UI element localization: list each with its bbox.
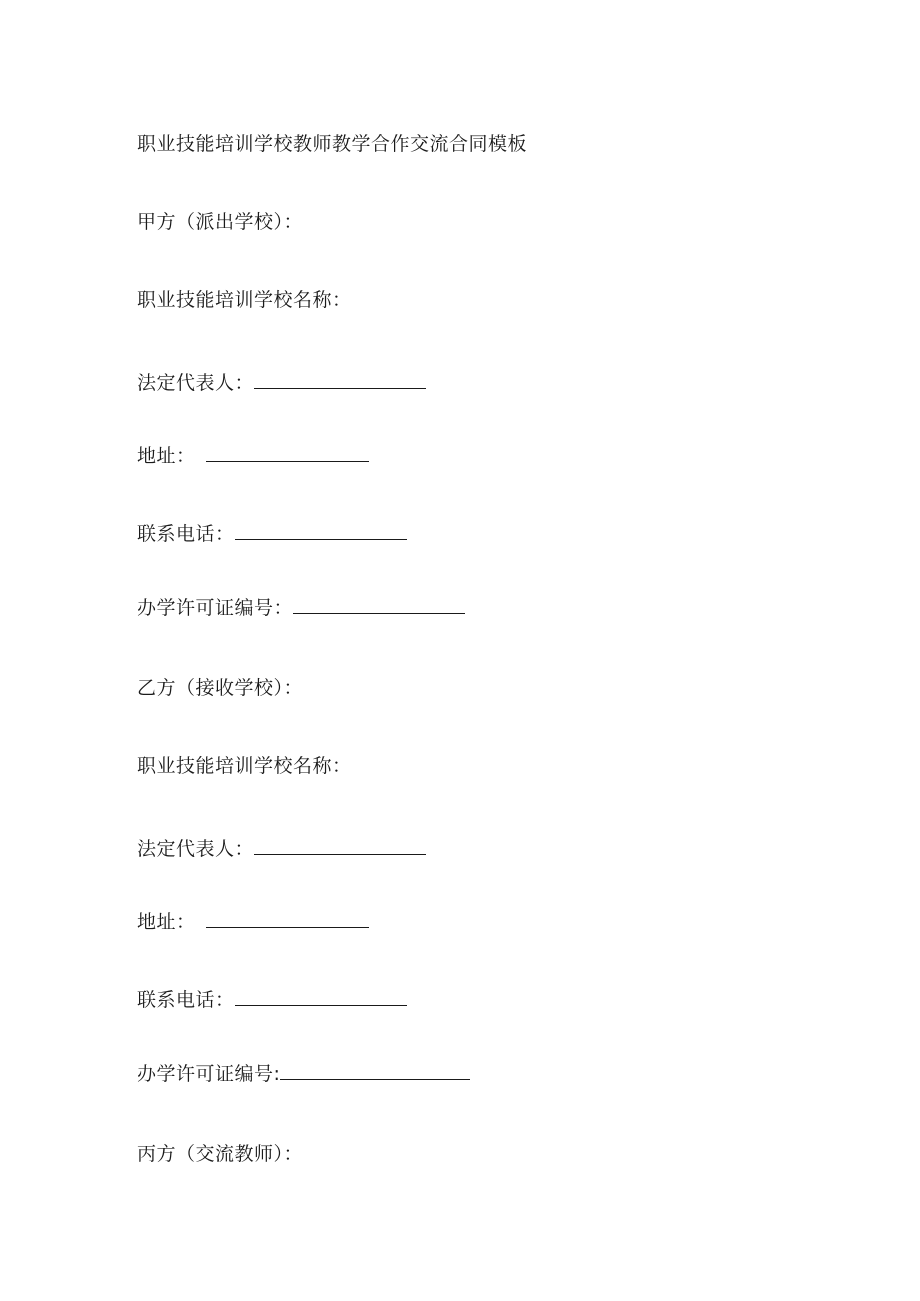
title-text: 职业技能培训学校教师教学合作交流合同模板 (137, 133, 528, 155)
party-b-address-label: 地址： (137, 911, 196, 933)
party-a-legal-rep (137, 369, 426, 396)
party-b-address-blank[interactable] (206, 908, 369, 928)
party-a-heading-text: 甲方（派出学校）： (137, 211, 304, 233)
party-b-school-name-label: 职业技能培训学校名称： (137, 755, 352, 777)
party-b-phone-blank[interactable] (235, 986, 407, 1006)
party-a-address-label: 地址： (137, 445, 196, 467)
party-a-school-name (137, 287, 352, 313)
party-b-heading-text: 乙方（接收学校）： (137, 677, 304, 699)
party-a-heading (137, 209, 303, 235)
party-a-license (137, 594, 465, 621)
party-a-legal-rep-label: 法定代表人： (137, 372, 255, 394)
party-b-legal-rep-blank[interactable] (254, 835, 426, 855)
party-b-address (137, 908, 369, 935)
party-b-school-name (137, 753, 352, 779)
party-c-heading-text: 丙方（交流教师）： (137, 1143, 304, 1165)
party-c-heading (137, 1141, 303, 1167)
party-a-license-label: 办学许可证编号： (137, 597, 294, 619)
party-b-heading (137, 675, 303, 701)
party-a-address-blank[interactable] (206, 442, 369, 462)
document-title (137, 131, 527, 157)
party-a-phone (137, 520, 407, 547)
party-b-license (137, 1060, 470, 1087)
party-b-legal-rep (137, 835, 426, 862)
party-a-school-name-label: 职业技能培训学校名称： (137, 289, 352, 311)
party-b-license-blank[interactable] (280, 1060, 470, 1080)
party-a-phone-blank[interactable] (235, 520, 407, 540)
party-b-license-label: 办学许可证编号: (137, 1063, 281, 1085)
party-a-legal-rep-blank[interactable] (254, 369, 426, 389)
party-b-phone (137, 986, 407, 1013)
party-a-address (137, 442, 369, 469)
party-b-phone-label: 联系电话： (137, 989, 235, 1011)
party-b-legal-rep-label: 法定代表人： (137, 838, 255, 860)
party-a-license-blank[interactable] (293, 594, 465, 614)
party-a-phone-label: 联系电话： (137, 523, 235, 545)
